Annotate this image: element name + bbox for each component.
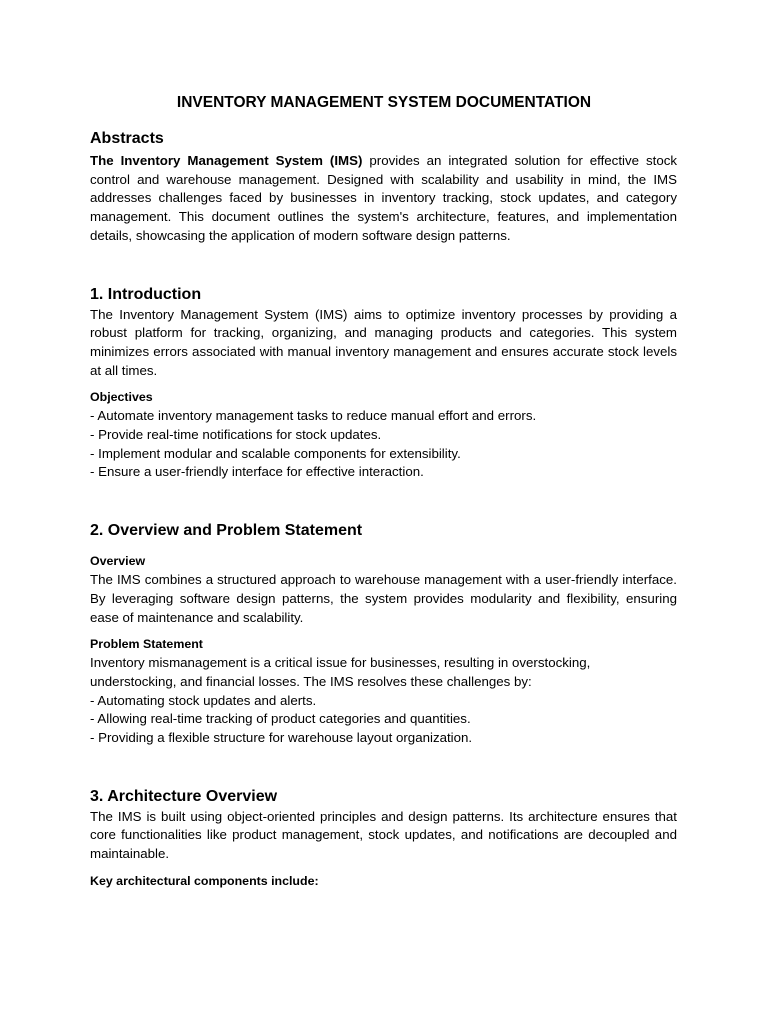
list-item: - Allowing real-time tracking of product categories and quantities.: [90, 711, 471, 727]
abstract-bold-lead: The Inventory Management System (IMS): [90, 153, 363, 168]
objectives-heading: Objectives: [90, 390, 153, 405]
list-item: - Ensure a user-friendly interface for effective interaction.: [90, 464, 424, 480]
objectives-list: [90, 407, 677, 482]
problem-statement-line: understocking, and financial losses. The IMS resolves these challenges by:: [90, 673, 532, 689]
abstract-text: provides an integrated solution for effective stock control and warehouse management. Designed with scalability and usability in mind, the IMS addresses challenges faced by businesses in inventory tracking, stock updates, and category management. This document outlines the system's architecture, features, and implementation details, showcasing the application of modern software design patterns.: [90, 153, 678, 243]
problem-list: [90, 692, 677, 748]
architecture-paragraph: The IMS is built using object-oriented principles and design patterns. Its architecture ensures that core functionalities like product management, stock updates, and notifications are decoupled and maintainable.: [90, 808, 677, 862]
components-heading: Key architectural components include:: [90, 873, 319, 888]
overview-section-heading: 2. Overview and Problem Statement: [90, 522, 363, 540]
problem-statement-heading: Problem Statement: [90, 637, 203, 652]
list-item: - Automate inventory management tasks to reduce manual effort and errors.: [90, 408, 537, 424]
overview-paragraph: The IMS combines a structured approach to warehouse management with a user-friendly interface. By leveraging software design patterns, the system provides modularity and flexibility, ensuring ease of maintenance and scalability.: [90, 572, 677, 625]
abstract-heading: Abstracts: [90, 130, 164, 147]
list-item: - Providing a flexible structure for warehouse layout organization.: [90, 730, 473, 746]
list-item: - Implement modular and scalable components for extensibility.: [90, 445, 461, 461]
problem-statement-line: Inventory mismanagement is a critical issue for businesses, resulting in overstocking,: [90, 655, 591, 671]
introduction-paragraph: The Inventory Management System (IMS) aims to optimize inventory processes by providing a robust platform for tracking, organizing, and managing products and categories. This system minimizes errors associated with manual inventory management and ensures accurate stock levels at all times.: [90, 306, 677, 378]
document-title: INVENTORY MANAGEMENT SYSTEM DOCUMENTATION: [176, 94, 592, 111]
architecture-heading: 3. Architecture Overview: [90, 787, 278, 805]
abstract-paragraph: [90, 152, 677, 246]
introduction-heading: 1. Introduction: [90, 285, 202, 303]
document-body: [90, 128, 677, 891]
overview-subheading: Overview: [90, 554, 146, 569]
list-item: - Provide real-time notifications for stock updates.: [90, 427, 382, 443]
list-item: - Automating stock updates and alerts.: [90, 692, 317, 708]
